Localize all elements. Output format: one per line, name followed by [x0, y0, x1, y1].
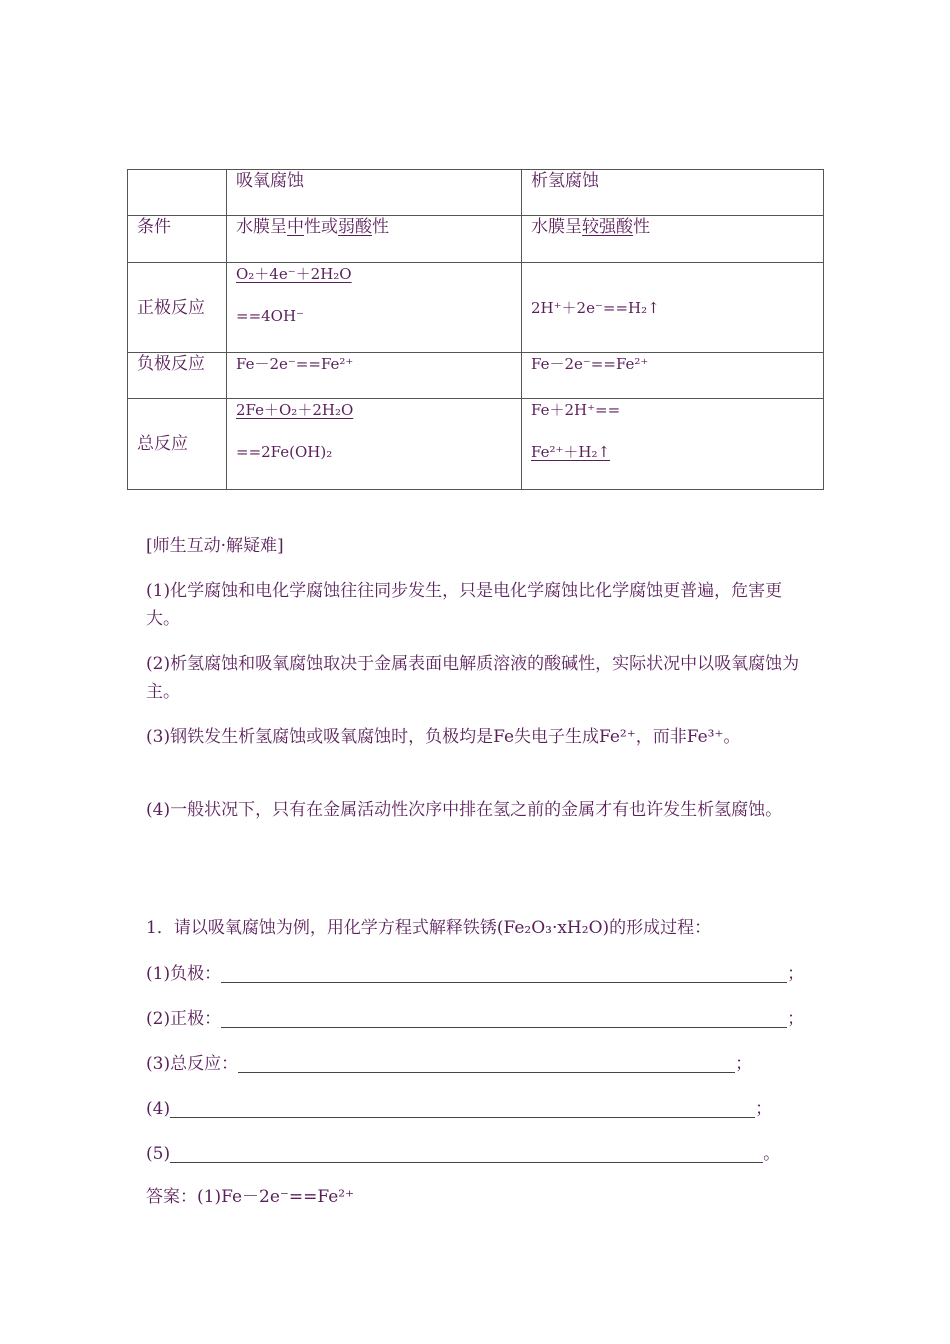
interaction-heading: [师生互动·解疑难]	[146, 536, 284, 556]
question-item-4: (4) ；	[146, 1099, 773, 1119]
answer-blank[interactable]	[170, 1144, 763, 1163]
answer-line: 答案：(1)Fe－2e⁻==Fe²⁺	[146, 1187, 355, 1207]
positive-oxygen: O₂＋4e⁻＋2H₂O ==4OH⁻	[227, 263, 522, 353]
table-header-oxygen: 吸氧腐蚀	[227, 170, 522, 216]
question-stem: 1．请以吸氧腐蚀为例，用化学方程式解释铁锈(Fe₂O₃·xH₂O)的形成过程：	[146, 918, 712, 938]
table-header-hydrogen: 析氢腐蚀	[522, 170, 824, 216]
condition-hydrogen: 水膜呈较强酸性	[522, 216, 824, 263]
answer-blank[interactable]	[238, 1054, 735, 1073]
question-item-2: (2)正极： ；	[146, 1009, 805, 1029]
table-row-positive	[128, 263, 824, 353]
answer-blank[interactable]	[221, 964, 787, 983]
table-row-total	[128, 399, 824, 490]
answer-blank[interactable]	[170, 1099, 755, 1118]
table-cell-empty	[128, 170, 227, 216]
negative-hydrogen: Fe－2e⁻==Fe²⁺	[522, 353, 824, 399]
interaction-paragraph-2: (2)析氢腐蚀和吸氧腐蚀取决于金属表面电解质溶液的酸碱性，实际状况中以吸氧腐蚀为主。	[146, 654, 800, 702]
interaction-paragraph-1: (1)化学腐蚀和电化学腐蚀往往同步发生，只是电化学腐蚀比化学腐蚀更普遍，危害更大。	[146, 581, 783, 629]
answer-blank[interactable]	[221, 1009, 787, 1028]
negative-oxygen: Fe－2e⁻==Fe²⁺	[227, 353, 522, 399]
question-item-3: (3)总反应： ；	[146, 1054, 753, 1074]
condition-oxygen: 水膜呈中性或弱酸性	[227, 216, 522, 263]
row-label-condition: 条件	[128, 216, 227, 263]
table-row-condition	[128, 216, 824, 263]
interaction-paragraph-4: (4)一般状况下，只有在金属活动性次序中排在氢之前的金属才有也许发生析氢腐蚀。	[146, 800, 783, 820]
table-row-header	[128, 170, 824, 216]
row-label-total: 总反应	[128, 399, 227, 490]
question-item-5: (5) 。	[146, 1144, 781, 1164]
positive-hydrogen: 2H⁺＋2e⁻==H₂↑	[522, 263, 824, 353]
table-row-negative	[128, 353, 824, 399]
question-item-1: (1)负极： ；	[146, 964, 805, 984]
corrosion-comparison-table	[127, 169, 824, 490]
row-label-negative: 负极反应	[128, 353, 227, 399]
row-label-positive: 正极反应	[128, 263, 227, 353]
interaction-paragraph-3: (3)钢铁发生析氢腐蚀或吸氧腐蚀时，负极均是Fe失电子生成Fe²⁺，而非Fe³⁺。	[146, 727, 741, 747]
total-hydrogen: Fe＋2H⁺== Fe²⁺＋H₂↑	[522, 399, 824, 490]
total-oxygen: 2Fe＋O₂＋2H₂O ==2Fe(OH)₂	[227, 399, 522, 490]
